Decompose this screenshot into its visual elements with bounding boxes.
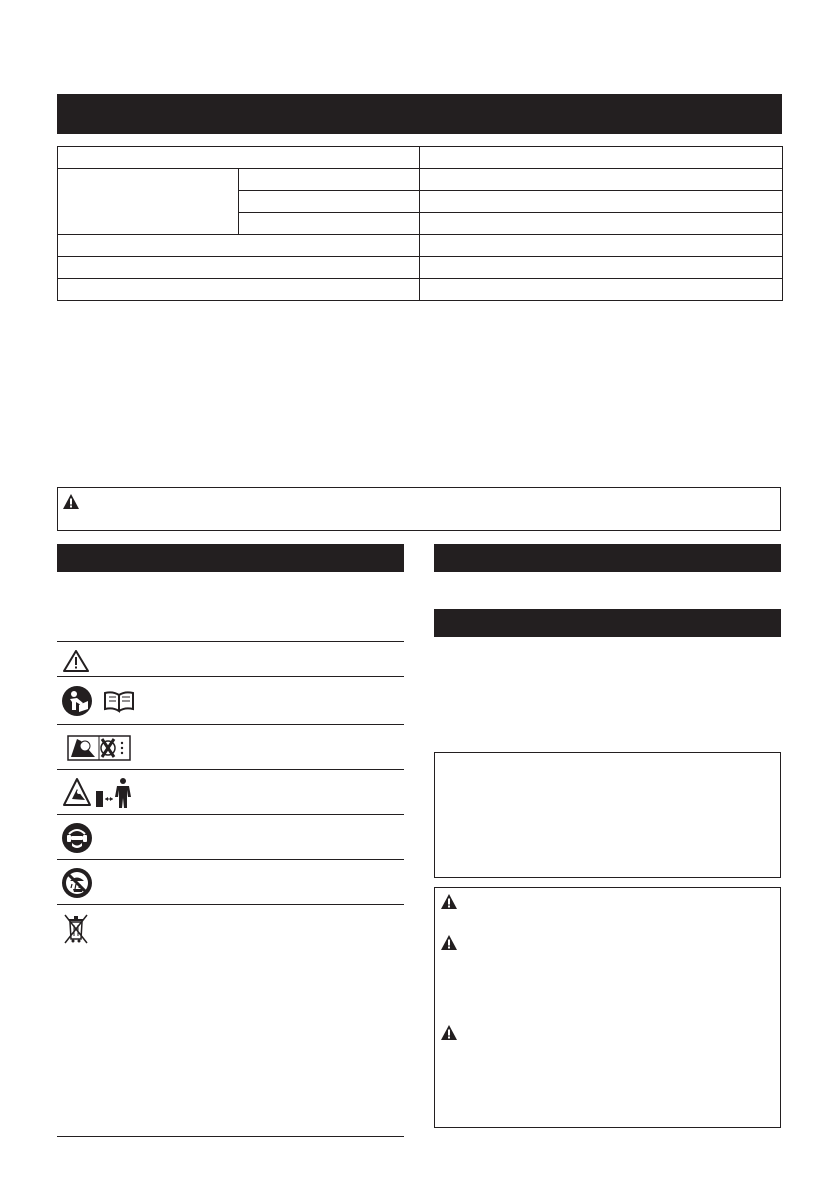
table-cell [58,257,420,279]
table-cell [58,279,420,301]
note-box [434,752,781,878]
warning-triangle-icon [441,894,457,909]
warning-triangle-icon [441,935,457,950]
table-row [58,169,783,191]
table-cell [420,147,783,169]
table-cell [420,191,783,213]
table-cell [239,213,420,235]
symbols-bottom-rule [57,1136,404,1137]
table-cell [420,213,783,235]
table-row [58,147,783,169]
warning-triangle-icon [441,1025,457,1040]
symbol-row-no-blade [57,724,404,769]
table-cell [420,235,783,257]
specifications-header-bar [57,94,782,134]
warning-triangle-icon [63,494,79,509]
table-row [58,257,783,279]
read-manual-icon [61,685,141,717]
table-cell [58,147,420,169]
symbol-row-no-exposure [57,859,404,904]
intended-use-header-bar [434,544,781,572]
no-rain-exposure-icon [61,867,93,899]
keep-bystanders-away-icon [63,777,141,809]
table-cell [239,169,420,191]
table-cell [58,169,239,235]
safety-warnings-box [434,887,781,1128]
symbol-row-warning [57,641,404,676]
table-cell [239,191,420,213]
safety-header-bar [434,609,781,637]
warning-box [57,487,781,531]
table-cell [420,257,783,279]
table-row [58,235,783,257]
symbol-row-read-manual [57,676,404,724]
eye-ear-protection-icon [61,822,93,854]
symbol-row-eye-ear [57,814,404,859]
symbol-row-recycle [57,904,404,1136]
table-cell [420,279,783,301]
no-metal-blade-icon [67,733,131,763]
table-row [58,279,783,301]
table-cell [420,169,783,191]
symbol-row-keep-distance [57,769,404,814]
crossed-bin-icon [63,913,89,945]
symbols-header-bar [57,544,404,572]
specifications-table [57,146,783,301]
warning-outline-icon [63,650,89,672]
table-cell [58,235,420,257]
